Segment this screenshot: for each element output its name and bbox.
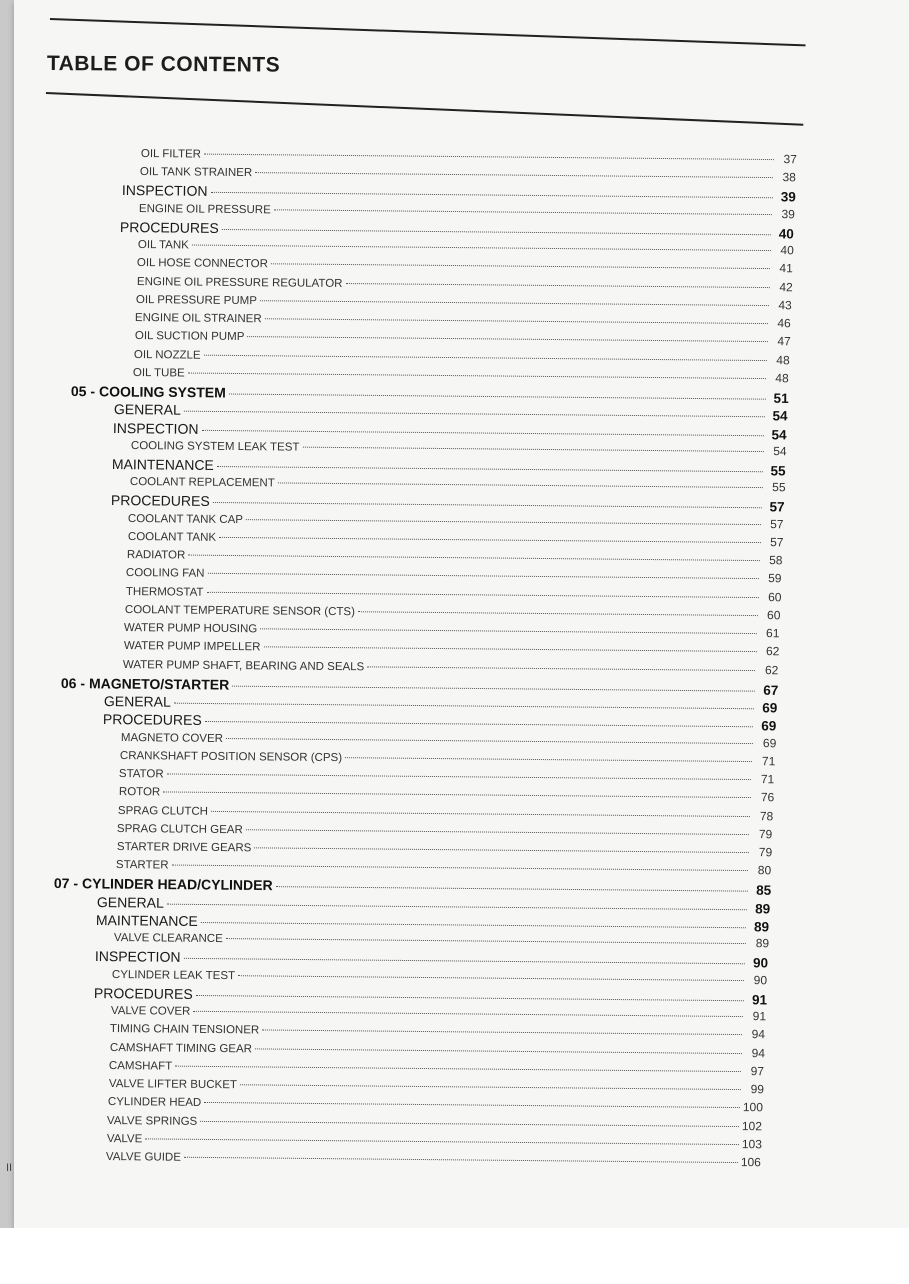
page-ref: 90 [754, 972, 768, 987]
toc-entry[interactable] [108, 1094, 763, 1114]
page-ref: 89 [755, 936, 769, 951]
entry-title: RADIATOR [126, 549, 186, 562]
toc-entry[interactable] [134, 347, 790, 367]
page-ref: 41 [779, 261, 794, 276]
toc-entry[interactable] [133, 365, 789, 385]
entry-title: GENERAL [103, 693, 171, 710]
page-ref: 47 [776, 334, 791, 349]
dot-leader [172, 864, 749, 872]
toc-entry[interactable] [119, 784, 774, 804]
page-ref: 79 [759, 826, 773, 842]
dot-leader [184, 410, 765, 418]
entry-title: THERMOSTAT [125, 585, 204, 599]
entry-title: STATOR [119, 768, 165, 781]
dot-leader [226, 737, 753, 744]
toc-entry[interactable] [135, 310, 791, 330]
page-ref: 97 [750, 1063, 765, 1079]
dot-leader [210, 191, 772, 198]
page-ref: 55 [771, 480, 786, 495]
dot-leader [167, 902, 747, 910]
toc-entry[interactable] [120, 730, 776, 750]
entry-title: VALVE SPRINGS [107, 1114, 198, 1128]
entry-title: OIL TANK STRAINER [140, 166, 253, 180]
page-ref: 54 [772, 443, 787, 459]
toc-entry[interactable] [136, 292, 792, 312]
dot-leader [345, 756, 752, 762]
entry-title: COOLING SYSTEM [98, 383, 226, 401]
dot-leader [204, 153, 774, 160]
dot-leader [201, 921, 746, 928]
page-ref: 40 [780, 243, 794, 258]
entry-title: GENERAL [113, 401, 181, 418]
toc-entry[interactable] [139, 201, 795, 221]
page-ref: 39 [781, 206, 795, 221]
dot-leader [204, 1101, 740, 1108]
page-ref: 57 [769, 499, 785, 515]
toc-entry[interactable] [106, 1131, 761, 1151]
page-ref: 71 [761, 753, 776, 769]
page-number: II [6, 1162, 13, 1174]
dot-leader [238, 974, 744, 981]
page-ref: 102 [742, 1118, 763, 1133]
page-ref: 38 [782, 170, 797, 185]
dot-leader [229, 393, 766, 400]
page-ref: 85 [755, 883, 771, 899]
dot-leader [188, 554, 759, 561]
toc-entry[interactable] [134, 328, 790, 348]
page-ref: 60 [767, 589, 782, 604]
dot-leader [219, 536, 760, 543]
page-ref: 94 [751, 1045, 765, 1060]
dot-leader [263, 646, 756, 653]
page-ref: 106 [740, 1155, 761, 1170]
entry-title: STARTER [116, 859, 169, 872]
entry-title: INSPECTION [94, 948, 181, 966]
entry-title: VALVE LIFTER BUCKET [108, 1078, 237, 1092]
entry-title: COOLANT TANK [127, 530, 216, 544]
toc-entry[interactable] [106, 1149, 761, 1169]
entry-title: TIMING CHAIN TENSIONER [110, 1023, 260, 1037]
entry-title: PROCEDURES [110, 492, 210, 510]
page-ref: 89 [754, 919, 770, 935]
entry-title: ROTOR [118, 786, 161, 799]
page-ref: 54 [771, 426, 788, 442]
dot-leader [201, 1119, 740, 1126]
entry-title: VALVE CLEARANCE [113, 932, 223, 946]
entry-title: SPRAG CLUTCH [117, 804, 209, 818]
entry-title: ENGINE OIL PRESSURE [138, 202, 271, 216]
dot-leader [263, 1029, 743, 1036]
entry-title: WATER PUMP IMPELLER [123, 640, 261, 654]
dot-leader [246, 518, 761, 525]
entry-title: OIL TUBE [133, 366, 186, 380]
page-ref: 79 [758, 845, 773, 860]
entry-title: WATER PUMP HOUSING [124, 622, 258, 636]
page-ref: 37 [783, 152, 797, 167]
page-ref: 69 [762, 700, 778, 716]
toc-entry[interactable] [110, 1040, 765, 1060]
page-ref: 76 [760, 790, 775, 805]
entry-title: MAINTENANCE [96, 911, 199, 929]
toc-entry[interactable] [108, 1076, 763, 1096]
dot-leader [265, 317, 768, 324]
dot-leader [192, 244, 771, 252]
dot-leader [184, 1156, 738, 1163]
page-ref: 57 [770, 516, 784, 532]
entry-title: COOLING SYSTEM LEAK TEST [130, 439, 300, 454]
page-ref: 103 [741, 1136, 762, 1152]
dot-leader [208, 572, 759, 579]
page-ref: 91 [752, 1009, 767, 1024]
page-ref: 78 [759, 808, 774, 823]
entry-title: OIL FILTER [140, 147, 202, 161]
page-ref: 54 [772, 408, 788, 424]
entry-title: MAGNETO/STARTER [88, 675, 229, 693]
page-ref: 62 [765, 662, 779, 677]
entry-title: SPRAG CLUTCH GEAR [117, 822, 244, 836]
page-ref: 60 [767, 608, 781, 623]
dot-leader [211, 809, 750, 816]
chapter-number: 05 - [70, 383, 95, 400]
dot-leader [274, 208, 772, 215]
entry-title: ENGINE OIL STRAINER [135, 312, 262, 326]
dot-leader [345, 282, 769, 288]
dot-leader [183, 957, 745, 964]
dot-leader [174, 702, 755, 710]
page-ref: 69 [762, 735, 777, 750]
page-ref: 71 [761, 772, 775, 787]
dot-leader [260, 299, 769, 306]
entry-title: OIL TANK [137, 239, 189, 252]
entry-title: INSPECTION [113, 419, 200, 437]
entry-title: COOLING FAN [126, 567, 205, 581]
dot-leader [222, 228, 771, 235]
entry-title: CRANKSHAFT POSITION SENSOR (CPS) [119, 749, 343, 764]
toc-entry[interactable] [109, 1058, 764, 1078]
dot-leader [271, 263, 770, 270]
entry-title: VALVE COVER [110, 1005, 191, 1018]
entry-title: PROCEDURES [120, 218, 220, 236]
toc-entry[interactable] [137, 255, 793, 275]
entry-title: WATER PUMP SHAFT, BEARING AND SEALS [123, 658, 365, 673]
page-ref: 80 [757, 863, 772, 878]
page-ref: 89 [754, 901, 771, 917]
toc-entry[interactable] [107, 1113, 762, 1133]
toc-entry[interactable] [116, 857, 771, 877]
dot-leader [167, 772, 752, 780]
entry-title: CYLINDER HEAD [107, 1096, 202, 1110]
dot-leader [145, 1137, 739, 1145]
dot-leader [255, 1047, 742, 1054]
dot-leader [217, 465, 763, 472]
toc-entry[interactable] [127, 547, 783, 567]
entry-title: ENGINE OIL PRESSURE REGULATOR [136, 275, 343, 290]
dot-leader [202, 428, 764, 435]
toc-entry[interactable] [117, 839, 772, 859]
dot-leader [175, 1064, 741, 1071]
dot-leader [188, 371, 766, 379]
toc-entry[interactable] [124, 620, 780, 640]
entry-title: COOLANT TANK CAP [128, 512, 244, 526]
entry-title: OIL HOSE CONNECTOR [137, 257, 269, 271]
page-ref: 42 [778, 279, 793, 294]
entry-title: STARTER DRIVE GEARS [116, 840, 252, 855]
dot-leader [246, 828, 749, 835]
page-ref: 51 [773, 390, 789, 406]
dot-leader [195, 994, 743, 1001]
toc-entry[interactable] [136, 274, 792, 294]
toc-entry[interactable] [118, 803, 773, 823]
dot-leader [302, 445, 763, 451]
toc-entry[interactable] [128, 511, 784, 531]
entry-title: CAMSHAFT TIMING GEAR [109, 1041, 252, 1055]
entry-title: COOLANT TEMPERATURE SENSOR (CTS) [124, 603, 356, 619]
dot-leader [367, 665, 755, 671]
dot-leader [256, 171, 774, 178]
page-ref: 57 [769, 535, 784, 550]
entry-title: PROCEDURES [103, 711, 203, 729]
entry-title: MAINTENANCE [112, 456, 215, 473]
toc-entry[interactable] [127, 529, 783, 549]
dot-leader [225, 937, 745, 944]
dot-leader [261, 627, 757, 634]
page-ref: 58 [769, 553, 783, 568]
page-ref: 62 [765, 644, 780, 659]
page-ref: 90 [752, 955, 769, 971]
page-ref: 99 [750, 1082, 764, 1097]
page-ref: 48 [776, 352, 790, 367]
entry-title: OIL NOZZLE [133, 348, 201, 362]
page-ref: 59 [768, 571, 782, 586]
toc-entry[interactable] [112, 967, 767, 987]
toc-entry[interactable] [120, 748, 775, 768]
dot-leader [204, 353, 767, 360]
entry-title: MAGNETO COVER [120, 731, 223, 745]
entry-title: CAMSHAFT [109, 1059, 173, 1073]
dot-leader [163, 791, 751, 799]
toc-entry[interactable] [124, 638, 780, 658]
dot-leader [193, 1010, 743, 1017]
toc-entry[interactable] [125, 602, 781, 622]
page-title: TABLE OF CONTENTS [46, 52, 281, 77]
dot-leader [358, 610, 758, 616]
dot-leader [206, 590, 758, 597]
entry-title: CYLINDER HEAD/CYLINDER [81, 875, 273, 894]
dot-leader [213, 501, 762, 508]
toc-entry[interactable] [110, 1021, 765, 1041]
page-ref: 39 [780, 189, 796, 205]
page-ref: 43 [778, 298, 792, 313]
toc-entry[interactable] [141, 146, 797, 166]
dot-leader [275, 886, 748, 893]
dot-leader [254, 846, 749, 853]
toc-entry[interactable] [126, 565, 782, 585]
page-ref: 67 [762, 682, 778, 698]
toc-entry[interactable] [140, 164, 796, 184]
toc-entry[interactable] [119, 766, 774, 786]
chapter-number: 07 - [53, 875, 78, 892]
page-ref: 91 [751, 992, 767, 1008]
page-ref: 46 [777, 316, 792, 331]
page-ref: 100 [742, 1100, 763, 1115]
page-ref: 69 [761, 718, 777, 734]
toc-entry[interactable] [123, 657, 779, 677]
dot-leader [239, 1083, 740, 1090]
chapter-number: 06 - [60, 674, 85, 692]
entry-title: VALVE GUIDE [105, 1150, 181, 1164]
entry-title: OIL SUCTION PUMP [134, 330, 245, 344]
dot-leader [232, 684, 755, 691]
toc-entry[interactable] [117, 821, 772, 841]
toc-entry[interactable] [126, 584, 782, 604]
entry-title: PROCEDURES [93, 984, 193, 1002]
dot-leader [277, 482, 762, 489]
entry-title: COOLANT REPLACEMENT [129, 476, 275, 490]
entry-title: CYLINDER LEAK TEST [112, 968, 236, 982]
entry-title: OIL PRESSURE PUMP [135, 293, 257, 308]
page-ref: 61 [766, 626, 780, 641]
page-ref: 40 [779, 226, 795, 242]
page-ref: 48 [775, 370, 790, 386]
entry-title: VALVE [106, 1132, 142, 1146]
entry-title: INSPECTION [121, 182, 208, 200]
dot-leader [205, 720, 754, 727]
page-ref: 55 [770, 463, 786, 479]
page-ref: 94 [752, 1027, 766, 1042]
dot-leader [247, 335, 767, 342]
entry-title: GENERAL [96, 893, 164, 911]
